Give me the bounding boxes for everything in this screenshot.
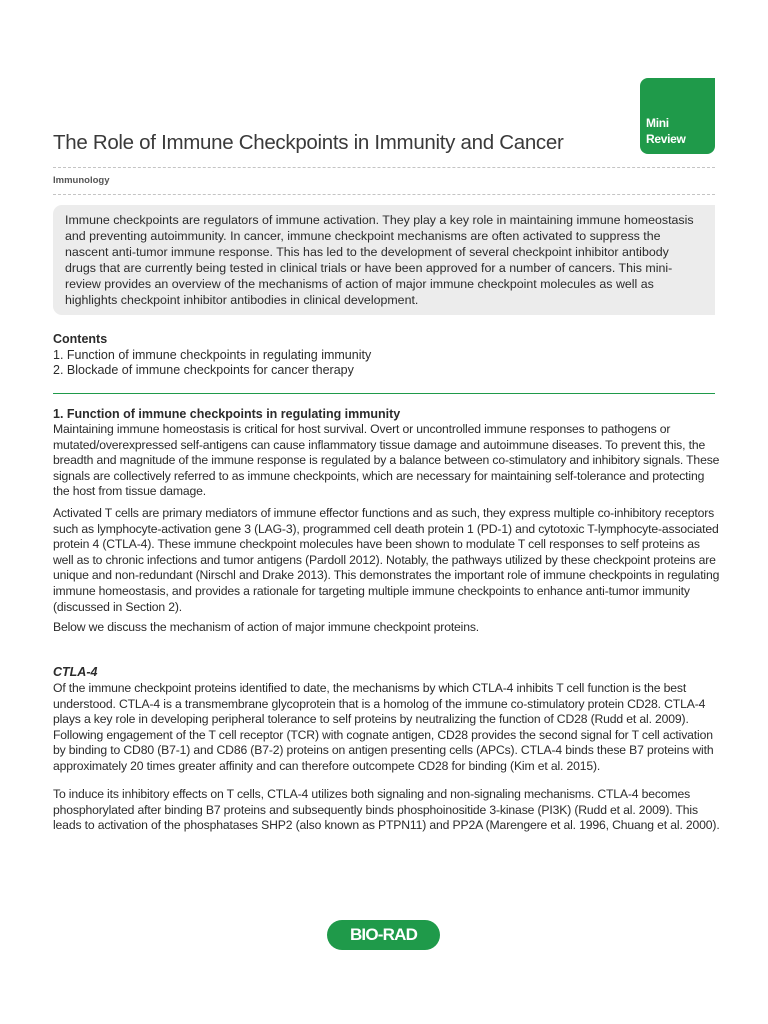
ctla4-paragraph-2: To induce its inhibitory effects on T cells, CTLA-4 utilizes both signaling and non-signaling mechanisms. CTLA-4 becomes phosphorylated after binding B7 proteins and subsequently binds phosphoinositide 3-kinase (PI3K) (Rudd et al. 2009). This leads to activation of the phosphatases SHP2 (also known as PTPN11) and PP2A (Marengere et al. 1996, Chuang et al. 2000). <box>53 787 720 833</box>
contents-item-2: 2. Blockade of immune checkpoints for cancer therapy <box>53 363 354 377</box>
divider <box>53 194 715 195</box>
section-divider <box>53 393 715 394</box>
abstract-box <box>53 205 715 315</box>
bio-rad-logo <box>327 920 440 950</box>
ctla4-paragraph-1: Of the immune checkpoint proteins identified to date, the mechanisms by which CTLA-4 inhibits T cell function is the best understood. CTLA-4 is a transmembrane glycoprotein that is a homolog of the immune co-stimulatory protein CD28. CTLA-4 plays a key role in developing peripheral tolerance to self proteins by neutralizing the function of CD28 (Rudd et al. 2009). Following engagement of the T cell receptor (TCR) with cognate antigen, CD28 provides the second signal for T cell activation by binding to CD80 (B7-1) and CD86 (B7-2) proteins on antigen presenting cells (APCs). CTLA-4 binds these B7 proteins with approximately 20 times greater affinity and can therefore outcompete CD28 for binding (Kim et al. 2015). <box>53 681 714 773</box>
category-label: Immunology <box>53 175 110 186</box>
contents-heading: Contents <box>53 332 108 346</box>
mini-review-label: Mini Review <box>646 116 686 146</box>
page-title: The Role of Immune Checkpoints in Immunity and Cancer <box>53 131 564 154</box>
ctla4-heading: CTLA-4 <box>53 665 98 679</box>
section-1-heading: 1. Function of immune checkpoints in regulating immunity <box>53 407 401 421</box>
section-1-paragraph-1: Maintaining immune homeostasis is critical for host survival. Overt or uncontrolled immune responses to pathogens or mutated/overexpressed self-antigens can cause inflammatory tissue damage and autoimmune diseases. To prevent this, the breadth and magnitude of the immune response is regulated by a balance between co-stimulatory and inhibitory signals. These signals are collectively referred to as immune checkpoints, which are necessary for maintaining self-tolerance and protecting the host from tissue damage. <box>53 422 720 499</box>
section-1-paragraph-2: Activated T cells are primary mediators of immune effector functions and as such, they express multiple co-inhibitory receptors such as lymphocyte-activation gene 3 (LAG-3), programmed cell death protein 1 (PD-1) and cytotoxic T-lymphocyte-associated protein 4 (CTLA-4). These immune checkpoint molecules have been shown to modulate T cell responses to self proteins as well as to chronic infections and tumor antigens (Pardoll 2012). Notably, the pathways utilized by these checkpoint proteins are unique and non-redundant (Nirschl and Drake 2013). This demonstrates the important role of immune checkpoints in regulating immune homeostasis, and provides a rationale for targeting multiple immune checkpoints to enhance anti-tumor immunity (discussed in Section 2). <box>53 506 720 614</box>
abstract-text: Immune checkpoints are regulators of immune activation. They play a key role in maintaining immune homeostasis and preventing autoimmunity. In cancer, immune checkpoint mechanisms are often activated to suppress the nascent anti-tumor immune response. This has led to the development of several checkpoint inhibitor antibody drugs that are currently being tested in clinical trials or have been approved for a number of cancers. This mini-review provides an overview of the mechanisms of action of major immune checkpoint molecules as well as highlights checkpoint inhibitor antibodies in clinical development. <box>65 213 694 307</box>
divider <box>53 167 715 168</box>
mini-review-tab <box>640 78 715 154</box>
contents-item-1: 1. Function of immune checkpoints in regulating immunity <box>53 348 372 362</box>
logo-text: BIO-RAD <box>349 925 418 944</box>
section-1-paragraph-3: Below we discuss the mechanism of action of major immune checkpoint proteins. <box>53 620 480 634</box>
